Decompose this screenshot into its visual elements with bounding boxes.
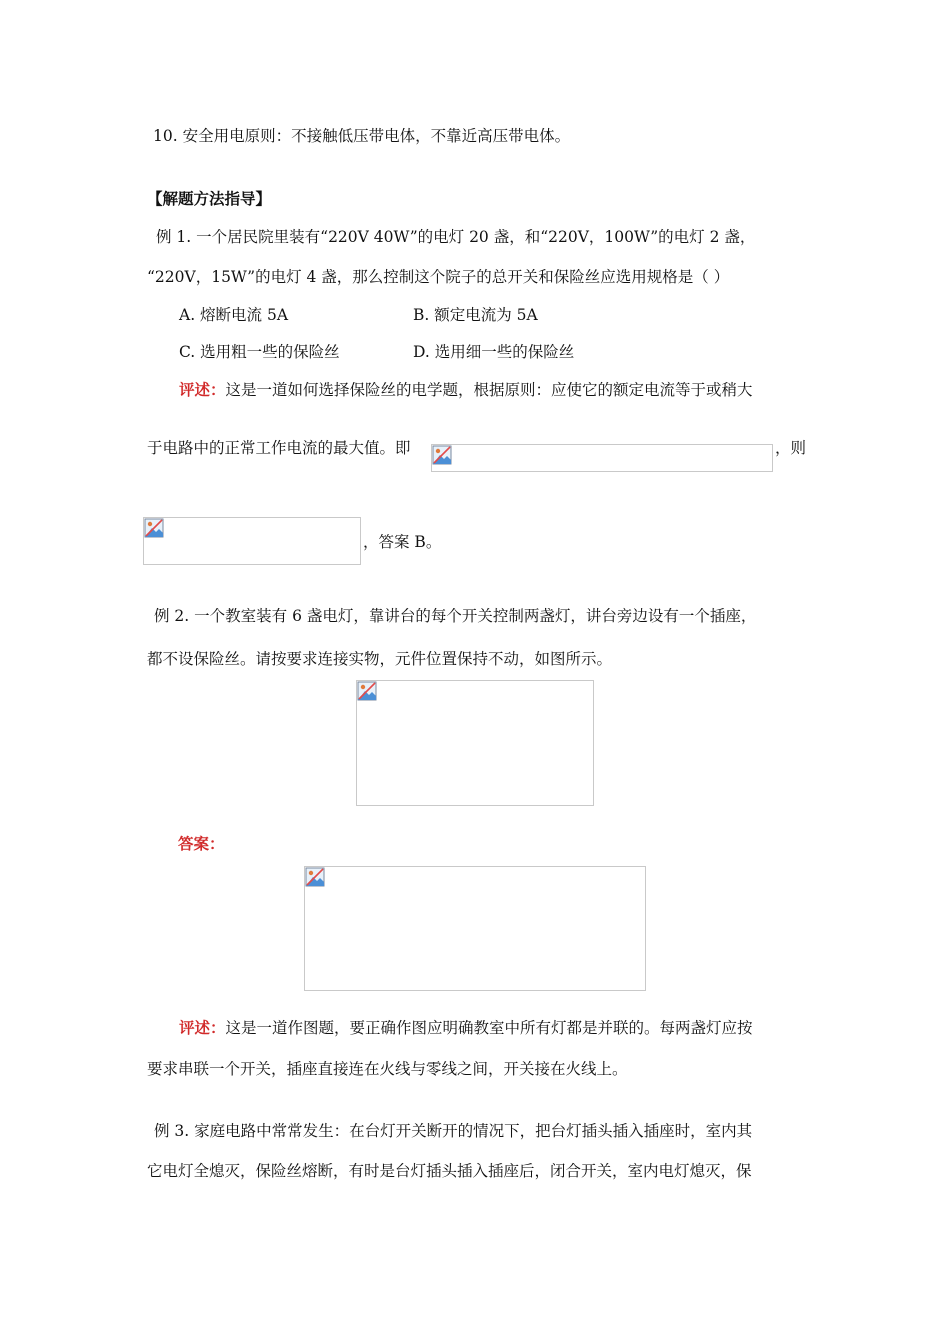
example-1-comment-line-1 [179, 379, 753, 401]
circuit-figure-image [356, 680, 594, 806]
broken-image-icon [357, 681, 377, 701]
example-2-comment-line-2: 要求串联一个开关，插座直接连在火线与零线之间，开关接在火线上。 [147, 1060, 628, 1078]
example-2-answer-label: 答案： [178, 834, 225, 853]
comment-label: 评述： [179, 380, 226, 399]
example-1-comment-line-2: 于电路中的正常工作电流的最大值。即 [147, 439, 411, 457]
example-2-line-2: 都不设保险丝。请按要求连接实物，元件位置保持不动，如图所示。 [147, 650, 613, 668]
comment-label: 评述： [179, 1018, 226, 1037]
example-1-answer: ，答案 B。 [363, 533, 442, 551]
option-d: D. 选用细一些的保险丝 [413, 343, 575, 361]
example-3-line-2: 它电灯全熄灭，保险丝熔断，有时是台灯插头插入插座后，闭合开关，室内电灯熄灭，保 [147, 1162, 752, 1180]
example-1-line-1: 例 1. 一个居民院里装有“220V 40W”的电灯 20 盏，和“220V，100W”的电灯 2 盏， [156, 228, 756, 246]
formula-image-2 [143, 517, 361, 565]
answer-figure-image [304, 866, 646, 991]
example-1-comment-line-2-tail: ，则 [775, 439, 807, 457]
option-a: A. 熔断电流 5A [179, 306, 289, 324]
example-3-line-1: 例 3. 家庭电路中常常发生：在台灯开关断开的情况下，把台灯插头插入插座时，室内其 [154, 1122, 753, 1140]
option-c: C. 选用粗一些的保险丝 [179, 343, 340, 361]
section-heading: 【解题方法指导】 [147, 189, 272, 208]
formula-image-1 [431, 444, 773, 472]
broken-image-icon [305, 867, 325, 887]
broken-image-icon [432, 445, 452, 465]
example-1-line-2: “220V，15W”的电灯 4 盏，那么控制这个院子的总开关和保险丝应选用规格是（ ） [147, 268, 730, 286]
option-b: B. 额定电流为 5A [413, 306, 538, 324]
comment-text: 这是一道如何选择保险丝的电学题，根据原则：应使它的额定电流等于或稍大 [225, 381, 753, 399]
broken-image-icon [144, 518, 164, 538]
section-10-text: 10. 安全用电原则：不接触低压带电体，不靠近高压带电体。 [153, 127, 571, 145]
comment-text: 这是一道作图题，要正确作图应明确教室中所有灯都是并联的。每两盏灯应按 [225, 1019, 753, 1037]
example-2-line-1: 例 2. 一个教室装有 6 盏电灯，靠讲台的每个开关控制两盏灯，讲台旁边设有一个插座， [154, 607, 757, 625]
example-2-comment-line-1 [179, 1017, 753, 1039]
